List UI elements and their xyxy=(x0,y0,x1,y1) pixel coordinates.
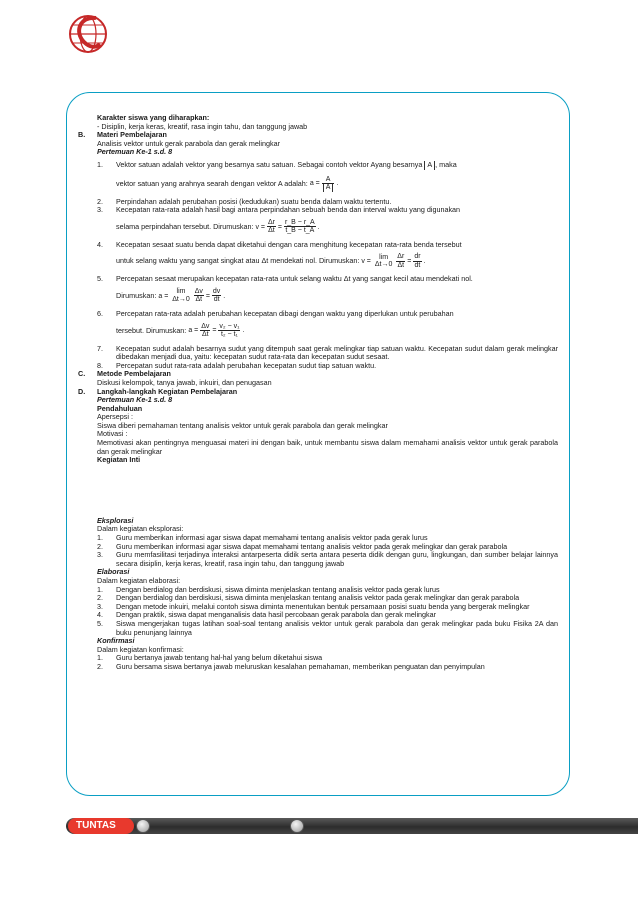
karakter-title: Karakter siswa yang diharapkan: xyxy=(97,113,210,122)
list-item: 1. Dengan berdialog dan berdiskusi, siswa diminta menjelaskan tentang analisis vektor pada gerak lurus xyxy=(97,584,440,594)
section-b-meeting: Pertemuan Ke-1 s.d. 8 xyxy=(97,147,173,157)
materi-item-4: 4. Kecepatan sesaat suatu benda dapat diketahui dengan cara menghitung kecepatan rata-rata benda tersebut xyxy=(97,239,462,249)
list-item: 3. Dengan metode inkuiri, melalui contoh siswa diminta menentukan bentuk persamaan posisi suatu benda yang bergerak melingkar xyxy=(97,601,530,611)
footer-knob-icon xyxy=(136,819,150,833)
document-body xyxy=(78,114,558,672)
materi-item-5: 5. Percepatan sesaat merupakan kecepatan rata-rata untuk selang waktu Δt yang sangat kecil atau mendekati nol. xyxy=(97,274,473,284)
apersepsi-label: Apersepsi : xyxy=(97,412,133,422)
elaborasi-intro: Dalam kegiatan elaborasi: xyxy=(97,576,181,585)
kegiatan-inti-title: Kegiatan Inti xyxy=(97,455,141,465)
materi-item-3-formula: selama perpindahan tersebut. Dirumuskan: v = $\frac{\Delta r}{\Delta t}$ = $\frac{r\_B - r\_A}{t\_B - t\_A}$ . xyxy=(116,218,320,235)
motivasi-label: Motivasi : xyxy=(97,429,128,439)
school-logo-icon xyxy=(66,8,110,60)
list-item: 2. Guru memberikan informasi agar siswa dapat memahami tentang analisis vektor pada gerak melingkar dan gerak parabola xyxy=(97,541,508,551)
motivasi-text: Memotivasi akan pentingnya menguasai materi ini dengan baik, untuk membantu siswa dalam memahami analisis vektor untuk gerak parabola dan gerak melingkar xyxy=(97,438,558,456)
elaborasi-title: Elaborasi xyxy=(97,567,130,577)
list-item: 5. Siswa mengerjakan tugas latihan soal-soal tentang analisis vektor untuk gerak parabola dan gerak melingkar pada buku Fisika 2A dan buku penunjang lainnya xyxy=(97,618,558,637)
pendahuluan-title: Pendahuluan xyxy=(97,403,143,413)
konfirmasi-title: Konfirmasi xyxy=(97,636,135,646)
list-item: 3. Guru memfasilitasi terjadinya interaksi antarpeserta didik serta antara peserta didik dengan guru, lingkungan, dan sumber belajar lainnya secara disiplin, kerja keras, kreatif, rasa ingin tahu, dan tanggung jawab xyxy=(97,550,558,568)
materi-item-3: 3. Kecepatan rata-rata adalah hasil bagi antara perpindahan sebuah benda dan interval waktu yang digunakan xyxy=(97,205,461,215)
materi-item-7: 7. Kecepatan sudut adalah besarnya sudut yang ditempuh saat gerak melingkar tiap satuan waktu. Kecepatan sudut dalam gerak melingkar dibedakan menjadi dua, yaitu: kecepatan sudut rata-rata dan kecepatan sudut sesaat. xyxy=(97,343,558,362)
footer-knob-icon xyxy=(290,819,304,833)
section-c-heading: C. Metode Pembelajaran xyxy=(78,369,171,379)
section-d-meeting: Pertemuan Ke-1 s.d. 8 xyxy=(97,395,173,405)
section-c-text: Diskusi kelompok, tanya jawab, inkuiri, dan penugasan xyxy=(97,377,272,387)
materi-item-8: 8. Percepatan sudut rata-rata adalah perubahan kecepatan sudut tiap satuan waktu. xyxy=(97,360,377,370)
materi-item-1: 1. Vektor satuan adalah vektor yang besarnya satu satuan. Sebagai contoh vektor Ayang besarnya A , maka xyxy=(97,159,457,169)
karakter-line: - Disiplin, kerja keras, kreatif, rasa ingin tahu, dan tanggung jawab xyxy=(97,121,308,131)
section-b-subtitle: Analisis vektor untuk gerak parabola dan gerak melingkar xyxy=(97,138,280,148)
materi-item-4-formula: untuk selang waktu yang sangat singkat atau Δt mendekati nol. Dirumuskan: v = lim Δt→0 $\frac{\Delta r}{\Delta t}$ = $\frac{dr}{dt}$ . xyxy=(116,253,426,269)
section-b-heading: B. Materi Pembelajaran xyxy=(78,130,167,140)
list-item: 2. Dengan berdialog dan berdiskusi, siswa diminta menjelaskan tentang analisis vektor pada gerak melingkar dan gerak parabola xyxy=(97,593,520,603)
list-item: 2. Guru bersama siswa bertanya jawab meluruskan kesalahan pemahaman, memberikan penguatan dan penyimpulan xyxy=(97,661,485,671)
list-item: 1. Guru bertanya jawab tentang hal-hal yang belum diketahui siswa xyxy=(97,653,323,663)
materi-item-1-formula: vektor satuan yang arahnya searah dengan vektor A adalah: a = $\frac{A}{A}$ . xyxy=(116,175,339,192)
materi-item-5-formula: Dirumuskan: a = lim Δt→0 $\frac{\Delta v}{\Delta t}$ = $\frac{dv}{dt}$ . xyxy=(116,287,226,304)
konfirmasi-intro: Dalam kegiatan konfirmasi: xyxy=(97,644,184,654)
apersepsi-text: Siswa diberi pemahaman tentang analisis vektor untuk gerak parabola dan gerak melingkar xyxy=(97,420,388,430)
materi-item-2: 2. Perpindahan adalah perubahan posisi (kedudukan) suatu benda dalam waktu tertentu. xyxy=(97,196,392,206)
eksplorasi-title: Eksplorasi xyxy=(97,515,134,525)
section-d-heading: D. Langkah-langkah Kegiatan Pembelajaran xyxy=(78,386,238,396)
footer-bar xyxy=(66,818,638,834)
materi-item-6: 6. Percepatan rata-rata adalah perubahan kecepatan dibagi dengan waktu yang diperlukan untuk perubahan xyxy=(97,308,454,318)
materi-item-6-formula: tersebut. Dirumuskan: a = $\frac{\Delta v}{\Delta t}$ = $\frac{\text{v₂ − v₁}}{\text{t₂ − t₁}}$ . xyxy=(116,322,245,339)
list-item: 1. Guru memberikan informasi agar siswa dapat memahami tentang analisis vektor pada gerak lurus xyxy=(97,533,428,543)
eksplorasi-intro: Dalam kegiatan eksplorasi: xyxy=(97,524,184,534)
list-item: 4. Dengan praktik, siswa dapat menganalisis data hasil percobaan gerak parabola dan gerak melingkar xyxy=(97,610,437,620)
tuntas-badge: TUNTAS xyxy=(68,818,134,834)
